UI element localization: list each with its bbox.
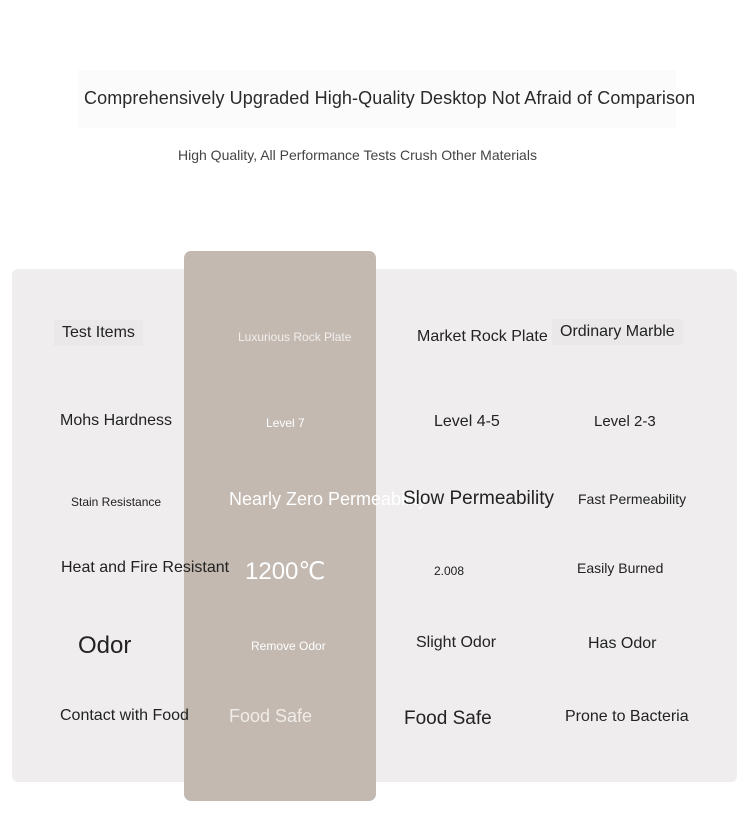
title-banner xyxy=(78,70,696,128)
luxurious-value: Food Safe xyxy=(229,706,313,726)
market-value: Slow Permeability xyxy=(403,488,554,509)
marble-value: Has Odor xyxy=(588,635,657,652)
row-label: Heat and Fire Resistant xyxy=(61,559,230,576)
market-value: 2.008 xyxy=(434,564,465,578)
row-label: Odor xyxy=(78,632,132,659)
row-label: Mohs Hardness xyxy=(60,412,173,429)
row-label: Contact with Food xyxy=(60,707,189,724)
page-title: Comprehensively Upgraded High-Quality Desktop Not Afraid of Comparison xyxy=(84,88,696,108)
marble-value: Fast Permeability xyxy=(578,491,687,507)
header-marble: Ordinary Marble xyxy=(560,323,675,340)
marble-value: Level 2-3 xyxy=(594,413,656,430)
market-value: Slight Odor xyxy=(416,634,497,651)
luxurious-value: Nearly Zero Permeability xyxy=(229,489,428,509)
page-subtitle: High Quality, All Performance Tests Crush Other Materials xyxy=(178,147,537,163)
market-value: Level 4-5 xyxy=(434,413,500,430)
luxurious-value: Remove Odor xyxy=(251,639,326,653)
luxurious-value: Level 7 xyxy=(266,416,305,430)
luxurious-value: 1200℃ xyxy=(245,558,326,585)
marble-value: Prone to Bacteria xyxy=(565,708,689,725)
marble-value: Easily Burned xyxy=(577,560,664,576)
market-value: Food Safe xyxy=(404,708,492,729)
header-market: Market Rock Plate xyxy=(417,328,548,345)
row-label: Stain Resistance xyxy=(71,495,162,509)
header-luxurious: Luxurious Rock Plate xyxy=(238,330,352,344)
header-test-items: Test Items xyxy=(62,324,135,341)
